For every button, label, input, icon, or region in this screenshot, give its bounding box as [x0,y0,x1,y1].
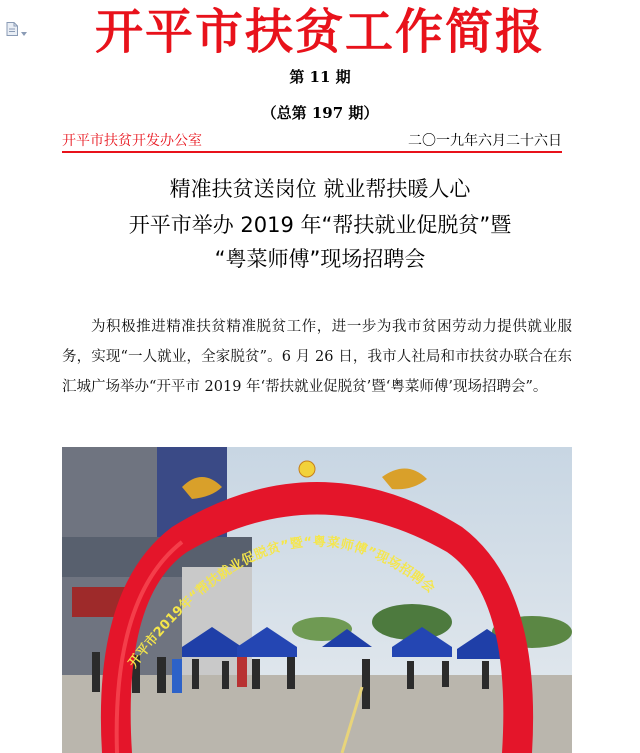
publisher-name: 开平市扶贫开发办公室 [62,133,202,149]
arch-banner-text: 开平市2019年“帮扶就业促脱贫”暨“粤菜师傅”现场招聘会 [125,534,438,671]
headline-line-1: 精准扶贫送岗位 就业帮扶暖人心 [169,177,471,201]
total-issue-number: （总第 197 期） [261,104,379,122]
header-row [62,130,562,152]
headline-line-2: 开平市举办 2019 年“帮扶就业促脱贫”暨 [128,213,512,237]
headline-line-3: “粤菜师傅”现场招聘会 [214,247,426,271]
event-photo [62,447,572,753]
issue-number: 第 11 期 [289,68,351,86]
article-paragraph: 为积极推进精准扶贫精准脱贫工作，进一步为我市贫困劳动力提供就业服务，实现“一人就业，全家脱贫”。6 月 26 日，我市人社局和市扶贫办联合在东汇城广场举办“开平市 2019 年‘帮扶就业促脱贫’暨‘粤菜师傅’现场招聘会”。 [62,319,572,395]
masthead-title: 开平市扶贫工作简报 [94,4,545,60]
issue-date: 二〇一九年六月二十六日 [408,133,562,149]
header-divider [62,151,562,153]
